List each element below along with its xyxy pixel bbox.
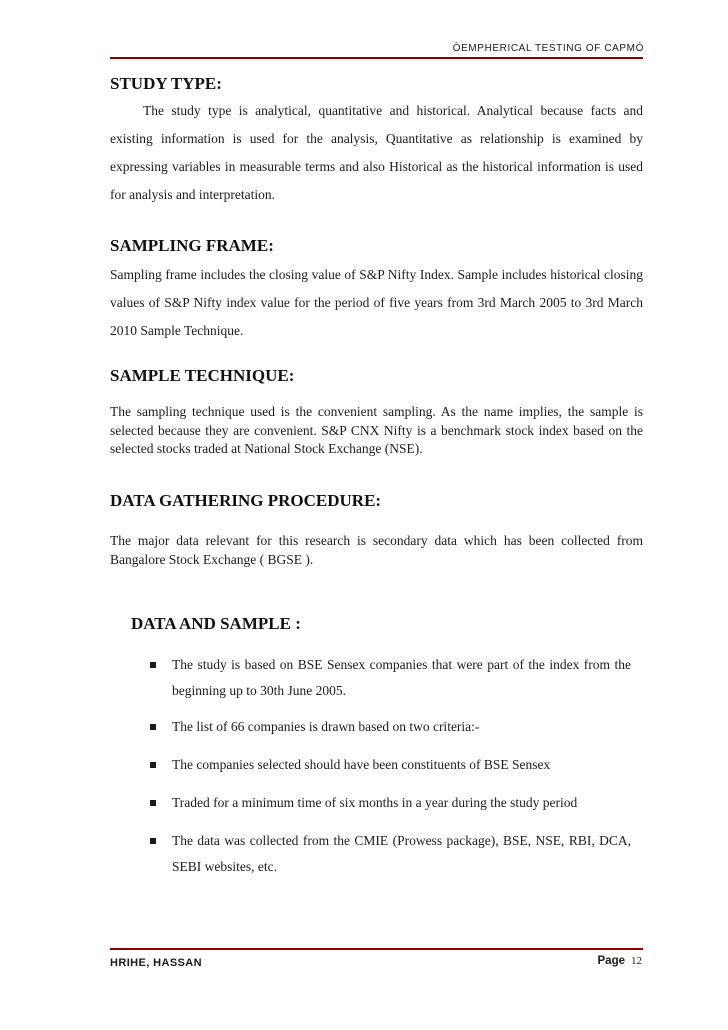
sampling-frame-paragraph: Sampling frame includes the closing value of S&P Nifty Index. Sample includes historical closing values of S&P Nifty index value for the period of five years from 3rd March 2005 to 3rd March 2010 Sample Technique. (110, 267, 643, 338)
page-number: 12 (631, 955, 642, 967)
bullet-item: Traded for a minimum time of six months in a year during the study period (151, 790, 631, 816)
bullet-item: The data was collected from the CMIE (Prowess package), BSE, NSE, RBI, DCA, SEBI websites, etc. (151, 828, 631, 880)
header-rule (110, 57, 643, 59)
study-type-text: The study type is analytical, quantitative and historical. Analytical because facts and existing information is used for the analysis, Quantitative as relationship is examined by expressing variables in measurable terms and also Historical as the historical information is used for analysis and interpretation. (110, 103, 643, 202)
data-and-sample-heading: DATA AND SAMPLE : (131, 614, 301, 633)
bullet-square-icon (150, 662, 156, 668)
bullet-square-icon (150, 724, 156, 730)
footer-author: HRIHE, HASSAN (110, 957, 202, 969)
bullet-item: The companies selected should have been constituents of BSE Sensex (151, 752, 631, 778)
bullet-square-icon (150, 800, 156, 806)
study-type-heading: STUDY TYPE: (110, 74, 222, 93)
page-label: Page (597, 955, 625, 967)
data-gathering-paragraph: The major data relevant for this research is secondary data which has been collected from Bangalore Stock Exchange ( BGSE ). (110, 533, 643, 567)
bullet-square-icon (150, 762, 156, 768)
bullet-square-icon (150, 838, 156, 844)
page-indicator (598, 955, 643, 967)
sample-technique-paragraph: The sampling technique used is the convenient sampling. As the name implies, the sample is selected because they are convenient. S&P CNX Nifty is a benchmark stock index based on the selected stocks traded at National Stock Exchange (NSE). (110, 404, 643, 456)
sample-technique-heading: SAMPLE TECHNIQUE: (110, 366, 295, 385)
bullet-item: The study is based on BSE Sensex companies that were part of the index from the beginning up to 30th June 2005. (151, 652, 631, 704)
footer-rule (110, 948, 643, 950)
sampling-frame-heading: SAMPLING FRAME: (110, 236, 274, 255)
running-header: ÒEMPHERICAL TESTING OF CAPMÓ (452, 43, 644, 54)
study-type-paragraph (110, 97, 643, 209)
data-gathering-heading: DATA GATHERING PROCEDURE: (110, 491, 382, 510)
bullet-item: The list of 66 companies is drawn based on two criteria:- (151, 714, 631, 740)
